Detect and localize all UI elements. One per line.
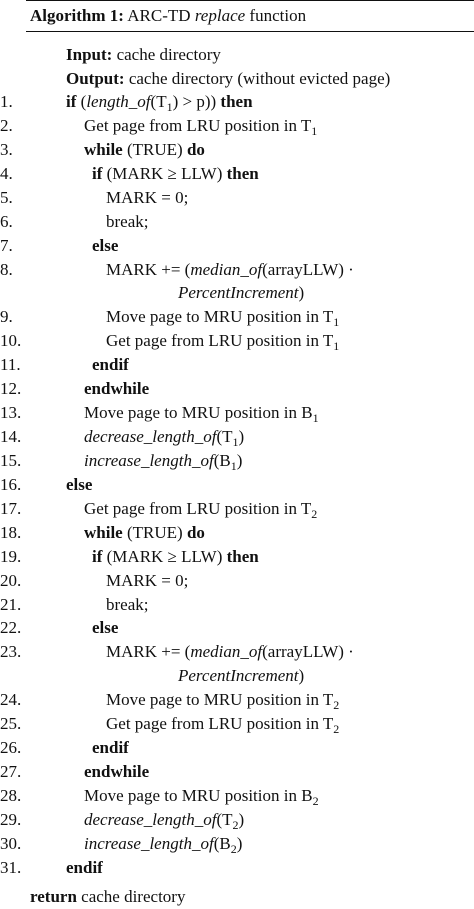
keyword: do (186, 140, 205, 159)
line-number: 26. (0, 738, 22, 757)
algorithm-line (0, 498, 474, 520)
code-text: Move page to MRU position in T (106, 690, 334, 709)
subscript: 2 (230, 842, 237, 856)
code-text: (T (216, 810, 233, 829)
line-code (84, 115, 317, 138)
keyword: do (186, 523, 205, 542)
algorithm-line (0, 546, 474, 568)
subscript: 1 (232, 435, 239, 449)
line-code (92, 354, 129, 376)
line-code (84, 450, 242, 473)
line-number: 19. (0, 547, 22, 566)
code-text: (T (216, 427, 233, 446)
algorithm-line (0, 570, 474, 592)
input-line (66, 44, 221, 66)
line-code (84, 833, 242, 856)
algorithm-caption (30, 5, 306, 27)
input-label: Input: (66, 45, 113, 64)
function-name: PercentIncrement (178, 666, 299, 685)
code-text: Get page from LRU position in T (106, 331, 334, 350)
line-code (84, 522, 205, 544)
function-name: median_of (190, 260, 263, 279)
keyword: else (92, 236, 119, 255)
subscript: 2 (333, 698, 340, 712)
line-code (106, 570, 188, 592)
code-text: ) > p)) (172, 92, 221, 111)
code-text: Get page from LRU position in T (106, 714, 334, 733)
line-code (106, 259, 354, 281)
keyword: if (66, 92, 77, 111)
subscript: 1 (333, 339, 340, 353)
subscript: 2 (333, 722, 340, 736)
code-text: (arrayLLW) · (262, 642, 354, 661)
line-code (106, 187, 188, 209)
line-code (84, 402, 319, 425)
code-text: (T (150, 92, 167, 111)
subscript: 1 (230, 459, 237, 473)
algorithm-line (0, 522, 474, 544)
line-number: 16. (0, 475, 22, 494)
subscript: 1 (166, 100, 173, 114)
line-number: 5. (0, 188, 13, 207)
algorithm-line (0, 785, 474, 807)
algorithm-line (0, 617, 474, 639)
keyword: endif (92, 355, 129, 374)
algorithm-line (0, 91, 474, 113)
function-name: decrease_length_of (84, 810, 217, 829)
keyword: endwhile (84, 762, 150, 781)
return-text: cache directory (81, 887, 186, 906)
caption-rule (26, 31, 474, 32)
algorithm-name-italic: replace (194, 6, 246, 25)
line-code (84, 809, 244, 832)
code-text: MARK = 0; (106, 188, 189, 207)
function-name: increase_length_of (84, 834, 214, 853)
return-keyword: return (30, 887, 77, 906)
algorithm-line (0, 450, 474, 472)
code-text: break; (106, 212, 149, 231)
code-text: MARK = 0; (106, 571, 189, 590)
code-text: (B (213, 451, 231, 470)
line-code (84, 139, 205, 161)
code-text: break; (106, 595, 149, 614)
algorithm-line (0, 402, 474, 424)
algorithm-line (0, 354, 474, 376)
algorithm-line (0, 737, 474, 759)
line-number: 14. (0, 427, 22, 446)
line-number: 23. (0, 642, 22, 661)
line-number: 13. (0, 403, 22, 422)
line-code (84, 378, 149, 400)
line-number: 6. (0, 212, 13, 231)
code-text: Move page to MRU position in B (84, 403, 313, 422)
algorithm-line (0, 211, 474, 233)
code-text: ) (298, 283, 305, 302)
line-number: 9. (0, 307, 13, 326)
line-code (106, 594, 148, 616)
line-number: 17. (0, 499, 22, 518)
algorithm-line (0, 857, 474, 879)
algorithm-name-suffix: function (249, 6, 307, 25)
line-number: 7. (0, 236, 13, 255)
algorithm-line (0, 306, 474, 328)
code-text: ) (298, 666, 305, 685)
code-text: (MARK ≥ LLW) (102, 547, 227, 566)
line-number: 28. (0, 786, 22, 805)
line-code (106, 330, 339, 353)
line-code (106, 689, 339, 712)
subscript: 2 (312, 794, 319, 808)
line-code (106, 306, 339, 329)
input-text: cache directory (116, 45, 221, 64)
line-code (106, 211, 148, 233)
algorithm-line (0, 378, 474, 400)
subscript: 1 (311, 124, 318, 138)
function-name: median_of (190, 642, 263, 661)
line-number: 15. (0, 451, 22, 470)
keyword: else (92, 618, 119, 637)
code-text: Move page to MRU position in B (84, 786, 313, 805)
code-text: MARK += ( (106, 260, 191, 279)
line-code (106, 641, 354, 663)
line-number: 18. (0, 523, 22, 542)
line-number: 24. (0, 690, 22, 709)
algorithm-line (0, 641, 474, 663)
algorithm-line (0, 474, 474, 496)
line-number: 20. (0, 571, 22, 590)
code-text: ) (236, 451, 243, 470)
keyword: endif (92, 738, 129, 757)
code-text: Get page from LRU position in T (84, 116, 312, 135)
line-number: 22. (0, 618, 22, 637)
keyword: if (92, 547, 103, 566)
line-number: 2. (0, 116, 13, 135)
line-number: 25. (0, 714, 22, 733)
keyword: endwhile (84, 379, 150, 398)
code-text: MARK += ( (106, 642, 191, 661)
function-name: length_of (86, 92, 151, 111)
keyword: while (84, 523, 123, 542)
algorithm-line (0, 330, 474, 352)
keyword: while (84, 140, 123, 159)
line-number: 4. (0, 164, 13, 183)
keyword: else (66, 475, 93, 494)
code-text: ) (236, 834, 243, 853)
algorithm-line (0, 187, 474, 209)
algorithm-line (0, 761, 474, 783)
algorithm-line (0, 426, 474, 448)
keyword: if (92, 164, 103, 183)
subscript: 1 (312, 411, 319, 425)
line-number: 10. (0, 331, 22, 350)
algorithm-line (0, 115, 474, 137)
output-text: cache directory (without evicted page) (128, 69, 391, 88)
code-text: (TRUE) (122, 140, 187, 159)
keyword: then (220, 92, 253, 111)
subscript: 2 (311, 507, 318, 521)
line-code (66, 474, 92, 496)
function-name: decrease_length_of (84, 427, 217, 446)
line-code (66, 91, 253, 114)
code-text: (MARK ≥ LLW) (102, 164, 227, 183)
line-code (178, 665, 304, 687)
algorithm-line (0, 713, 474, 735)
line-number: 30. (0, 834, 22, 853)
algorithm-line (0, 259, 474, 281)
line-code (84, 761, 149, 783)
algorithm-line (0, 235, 474, 257)
algorithm-line (0, 833, 474, 855)
code-text: Get page from LRU position in T (84, 499, 312, 518)
line-number: 1. (0, 92, 13, 111)
algorithm-line (0, 689, 474, 711)
line-number: 11. (0, 355, 21, 374)
line-number: 27. (0, 762, 22, 781)
algorithm-line (0, 594, 474, 616)
algorithm-name-prefix: ARC-TD (127, 6, 191, 25)
return-line (30, 886, 185, 908)
algorithm-label: Algorithm 1: (30, 6, 124, 25)
line-code (92, 617, 118, 639)
line-code (106, 713, 339, 736)
subscript: 2 (232, 818, 239, 832)
code-text: Move page to MRU position in T (106, 307, 334, 326)
keyword: then (226, 164, 259, 183)
line-number: 8. (0, 260, 13, 279)
line-code (66, 857, 103, 879)
line-code (92, 546, 259, 568)
line-code (92, 737, 129, 759)
code-text: (B (213, 834, 231, 853)
function-name: increase_length_of (84, 451, 214, 470)
function-name: PercentIncrement (178, 283, 299, 302)
code-text: ) (238, 427, 245, 446)
keyword: endif (66, 858, 103, 877)
keyword: then (226, 547, 259, 566)
line-code (92, 163, 259, 185)
output-label: Output: (66, 69, 125, 88)
line-number: 31. (0, 858, 22, 877)
line-number: 3. (0, 140, 13, 159)
subscript: 1 (333, 315, 340, 329)
line-code (84, 426, 244, 449)
line-code (84, 498, 317, 521)
code-text: (arrayLLW) · (262, 260, 354, 279)
top-rule (26, 0, 474, 1)
algorithm-line (0, 139, 474, 161)
line-code (84, 785, 319, 808)
algorithm-line (0, 665, 474, 687)
line-code (92, 235, 118, 257)
algorithm-line (0, 282, 474, 304)
algorithm-line (0, 163, 474, 185)
line-number: 12. (0, 379, 22, 398)
code-text: ) (238, 810, 245, 829)
code-text: (TRUE) (122, 523, 187, 542)
output-line (66, 68, 390, 90)
algorithm-line (0, 809, 474, 831)
line-number: 29. (0, 810, 22, 829)
code-text: ( (76, 92, 87, 111)
line-code (178, 282, 304, 304)
line-number: 21. (0, 595, 22, 614)
